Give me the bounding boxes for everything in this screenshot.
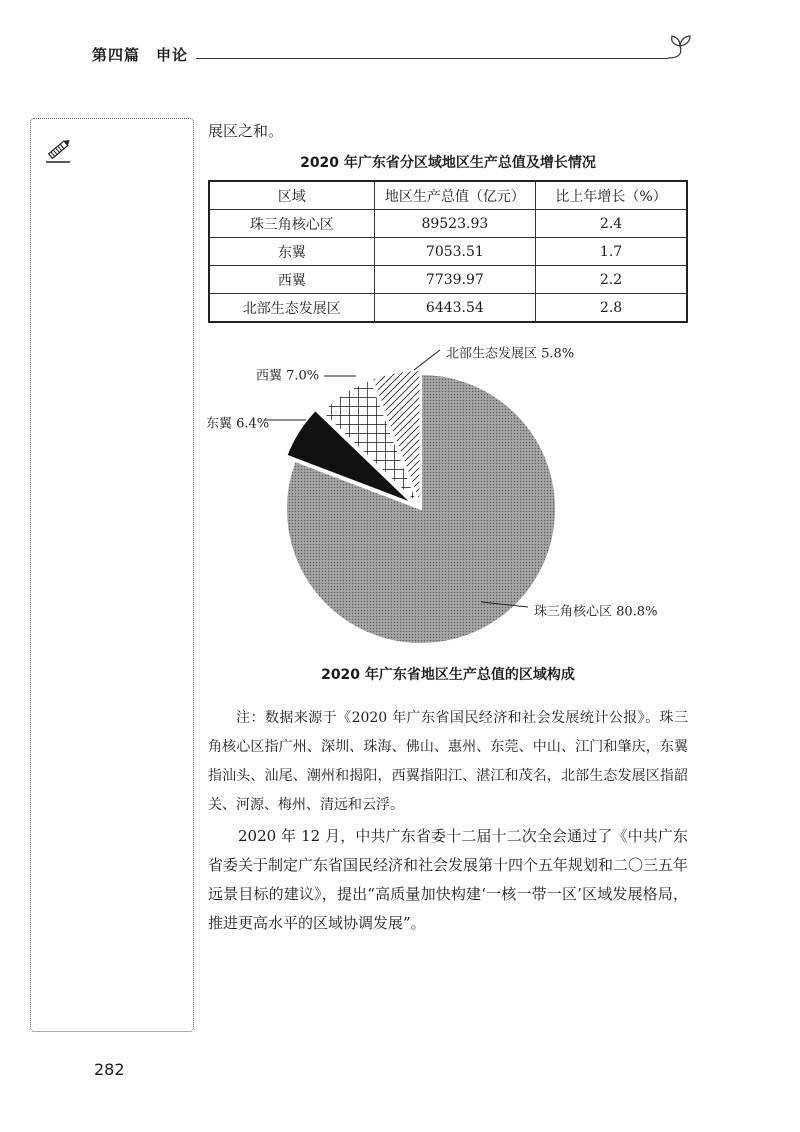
table-header-row (209, 181, 687, 210)
column-header: 地区生产总值（亿元） (374, 181, 535, 210)
data-source-note: 注：数据来源于《2020 年广东省国民经济和社会发展统计公报》。珠三角核心区指广州、深圳、珠海、佛山、惠州、东莞、中山、江门和肇庆，东翼指汕头、汕尾、潮州和揭阳，西翼指阳江、湛江和茂名，北部生态发展区指韶关、河源、梅州、清远和云浮。 (208, 710, 688, 813)
section-header: 第四篇 申论 (92, 46, 189, 64)
intro-text: 展区之和。 (208, 122, 284, 140)
region-cell: 珠三角核心区 (209, 210, 374, 238)
gdp-cell: 89523.93 (374, 210, 535, 238)
region-cell: 西翼 (209, 266, 374, 294)
growth-cell: 2.4 (536, 210, 687, 238)
gdp-table (208, 180, 688, 323)
growth-cell: 2.8 (536, 294, 687, 323)
gdp-cell: 6443.54 (374, 294, 535, 323)
slice-label: 北部生态发展区 5.8% (446, 346, 575, 362)
body-paragraph: 2020 年 12 月，中共广东省委十二届十二次全会通过了《中共广东省委关于制定广东省国民经济和社会发展第十四个五年规划和二〇三五年远景目标的建议》，提出“高质量加快构建‘一核一带一区’区域发展格局，推进更高水平的区域协调发展”。 (208, 827, 689, 932)
table-title: 2020 年广东省分区域地区生产总值及增长情况 (300, 155, 596, 171)
growth-cell: 1.7 (536, 238, 687, 266)
table-row (209, 266, 687, 294)
slice-label: 西翼 7.0% (256, 368, 320, 384)
pie-chart (196, 334, 696, 650)
column-header: 比上年增长（%） (536, 181, 687, 210)
growth-cell: 2.2 (536, 266, 687, 294)
sprout-icon (664, 30, 696, 60)
margin-notes-box (30, 118, 194, 1032)
column-header: 区域 (209, 181, 374, 210)
table-row (209, 238, 687, 266)
table-row (209, 210, 687, 238)
chart-title: 2020 年广东省地区生产总值的区域构成 (321, 667, 575, 683)
region-cell: 东翼 (209, 238, 374, 266)
page-number: 282 (94, 1060, 125, 1079)
region-cell: 北部生态发展区 (209, 294, 374, 323)
header-rule (196, 58, 668, 59)
pencil-icon (44, 134, 74, 164)
gdp-cell: 7053.51 (374, 238, 535, 266)
slice-label: 珠三角核心区 80.8% (534, 604, 658, 620)
slice-label: 东翼 6.4% (206, 416, 270, 432)
leader-line (414, 350, 440, 370)
table-row (209, 294, 687, 323)
gdp-cell: 7739.97 (374, 266, 535, 294)
